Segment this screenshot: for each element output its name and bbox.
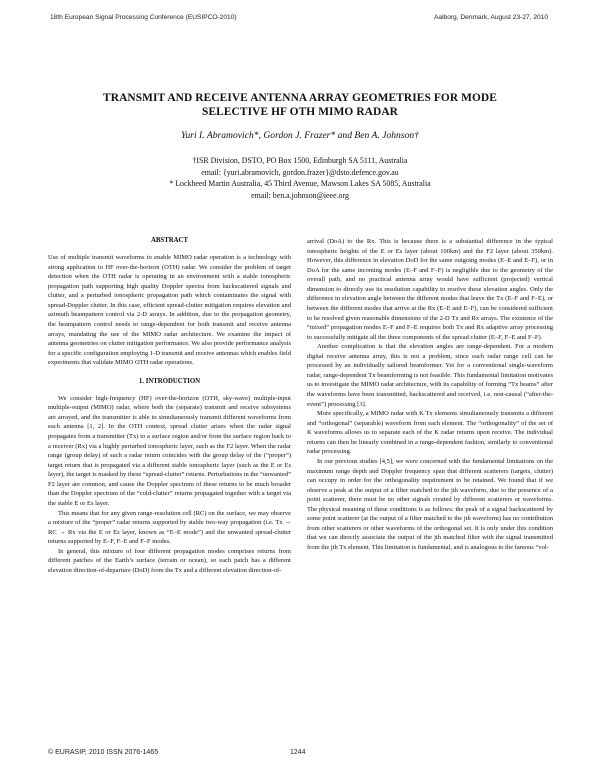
affiliation-dsto: †ISR Division, DSTO, PO Box 1500, Edinburgh SA 5111, Australia (192, 156, 408, 165)
authors: Yuri I. Abramovich*, Gordon J. Frazer* and Ben A. Johnson† (181, 130, 419, 141)
right-column (307, 237, 553, 553)
right-paragraph-4: In our previous studies [4,5], we were concerned with the fundamental limitations on the maximum range depth and Doppler frequency span that different scatterers (targets, clutter) can occupy in order for the orthogonality requirement to be retained. We found that if we observe a peak at the output of a filter matched to the jth waveform, due to the presence of a point scatterer, there must be no other signals created by different scatterers or waveforms. The physical meaning of these conditions is as follows: the peak of a signal backscattered by some point scatterer (at the output of a filter matched to the jth waveform) has no contribution from other scatterers or other waveforms of the orthogonal set. It is only under this condition that we can directly associate the output of the jth matched filter with the signal transmitted from the jth Tx element. This limitation is fundamental, and is analogous to the famous “vol- (307, 457, 553, 551)
conference-header: 18th European Signal Processing Conference (EUSIPCO-2010) (50, 14, 237, 21)
abstract-heading: ABSTRACT (150, 237, 188, 244)
title-line-1: TRANSMIT AND RECEIVE ANTENNA ARRAY GEOMETRIES FOR MODE (103, 92, 497, 104)
affiliation-lockheed: * Lockheed Martin Australia, 45 Third Avenue, Mawson Lakes SA 5085, Australia (169, 179, 431, 189)
right-paragraph-3: More specifically, a MIMO radar with K Tx elements simultaneously transmits a different and “orthogonal” (separable) waveform from each element. The “orthogonality” of the set of K waveforms allows us to separate each of the K radar returns upon receive. The individual returns can then be linearly combined in a range-dependent fashion, similarly to conventional radar processing. (307, 410, 553, 456)
location-date-header: Aalborg, Denmark, August 23-27, 2010 (434, 14, 548, 21)
intro-paragraph-3: In general, this mixture of four different propagation modes comprises returns from different patches of the Earth’s surface (terrain or ocean), so each patch has a different elevation direction-of-departure (DoD) from the Tx and a different elevation direction-of- (48, 547, 291, 574)
affiliation-dsto-email: email: {yuri.abramovich, gordon.frazer}@dsto.defence.gov.au (201, 167, 399, 177)
affiliations (0, 155, 600, 201)
footer-copyright: © EURASIP, 2010 ISSN 2076-1465 (48, 749, 159, 756)
right-paragraph-1: arrival (DoA) to the Rx. This is because there is a substantial difference in the typical ionospheric heights of the E or Es layer (about 100km) and the F2 layer (about 350km). However, this difference in elevation DoD for the same outgoing modes (E–E and E–F), or in DoA for the same incoming modes (E–F and F–F) is negligible due to the geometry of the overall path, and no practical antenna array would have sufficient (projected) vertical dimension to directly use its resolution capability to resolve these elevation angles. Only the difference in elevation angle between the different modes that leave the Tx (E–F and F–E), or between the different modes that arrive at the Rx (E–E and E–F), can be considered sufficient to be resolved given reasonable dimensions of the 2-D Tx and Rx arrays. The existence of the “mixed” propagation modes E–F and F–E requires both Tx and Rx adaptive array processing to successfully mitigate all the three components of the spread clutter (E–F, F–E and F–F). (307, 238, 553, 341)
introduction-heading: 1. INTRODUCTION (138, 377, 201, 385)
intro-paragraph-2: This means that for any given range-resolution cell (RC) on the surface, we may observe a mixture of the “proper” radar returns supported by stable two-way propagation (i.e. Tx → RC → Rx via the E or Es layer, known as “E–E mode”) and the unwanted spread-clutter returns supported by E–F, F–E and F–F modes. (48, 509, 291, 546)
intro-paragraph-1: We consider high-frequency (HF) over-the-horizon (OTH, sky-wave) multiple-input multiple-output (MIMO) radar, where both the (separate) transmit and receive subsystems are arrayed, and the transmitter is able to simultaneously transmit different waveforms from each antenna [1, 2]. In the OTH context, spread clutter arises when the radar signal propagates from a transmitter (Tx) to a surface region and/or from the surface region back to a receiver (Rx) via a highly perturbed ionospheric layer, such as the F2 layer. When the radar range (group delay) of such a radar return coincides with the group delay of the (“proper”) target return that is propagated via a different stable ionospheric layer (such as the E or Es layer), the target is masked by these “spread-clutter” returns. Perturbations in the “unwanted” F2 layer are common, and cause the Doppler spectrum of these returns to be much broader than the Doppler spectrum of the “cold-clutter” returns propagated together with a target via the stable E or Es layer. (48, 394, 291, 507)
left-column (48, 236, 291, 575)
title-line-2: SELECTIVE HF OTH MIMO RADAR (202, 106, 398, 118)
page-number: 1244 (290, 749, 306, 756)
affiliation-lockheed-email: email: ben.a.johnson@ieee.org (251, 190, 349, 200)
paper-title (0, 91, 600, 119)
abstract-text: Use of multiple transmit waveforms to enable MIMO radar operation is a technology with strong application to HF over-the-horizon (OTH) radar. We consider the problem of target detection when the OTH radar is operating in an environment with a stable ionospheric propagation path supporting high quality Doppler spectra from backscattered signals and clutter, and a perturbed ionospheric propagation path which contaminates the signal with spread-Doppler clutter. In this case, efficient spread-clutter mitigation requires elevation and azimuth beampattern control via 2-D arrays. In addition, due to the propagation geometry, the beampattern control needs to range-dependent for both transmit and receive antenna arrays, mandating the use of the MIMO radar architecture. We examine the impact of antenna geometries on clutter mitigation performance. We also provide performance analysis for a specific configuration employing 1-D transmit and receive antennas which enables field experiments that validate MIMO OTH radar operations. (48, 254, 291, 367)
right-paragraph-2: Another complication is that the elevation angles are range-dependent. For a modern digital receive antenna array, this is not a problem, since each radar range cell can be processed by an individually tailored beamformer. Yet for a conventional single-waveform radar, range-dependent Tx beamforming is not feasible. This fundamental limitation motivates us to investigate the MIMO radar architecture, with its capability of forming “Tx beams” after the waveforms have been transmitted, backscattered and received, i.e. non-causal (“after-the-event”) processing [3]. (307, 343, 553, 408)
